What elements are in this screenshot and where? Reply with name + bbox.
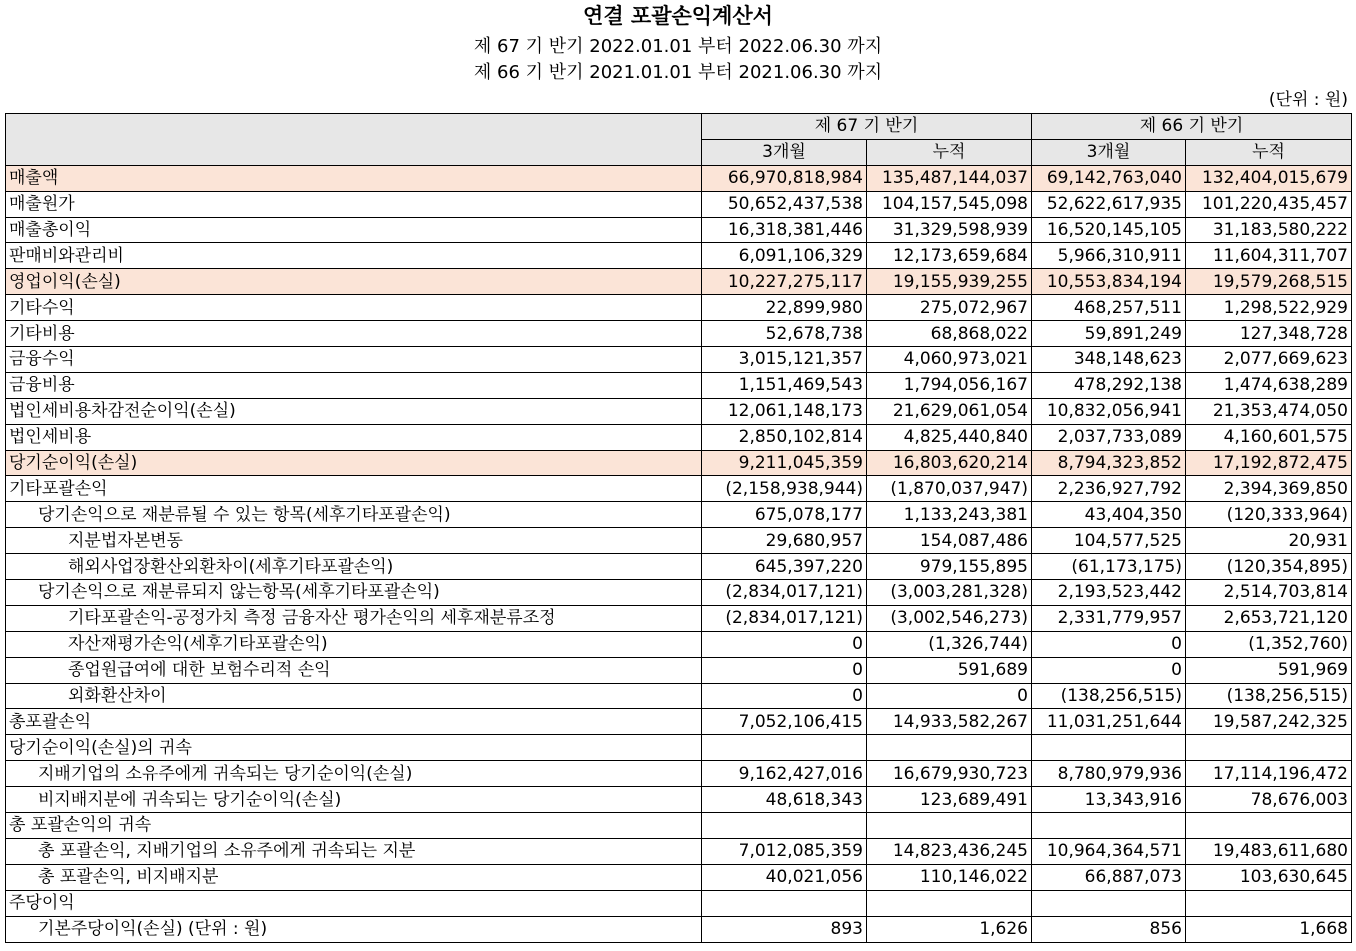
table-row: [6, 424, 1352, 450]
row-value: 16,803,620,214: [867, 450, 1032, 476]
row-value: 4,160,601,575: [1186, 424, 1352, 450]
row-label: 매출액: [6, 165, 702, 191]
table-row: [6, 165, 1352, 191]
row-value: 11,031,251,644: [1032, 709, 1186, 735]
row-value: 591,689: [867, 657, 1032, 683]
period-prior: 제 66 기 반기 2021.01.01 부터 2021.06.30 까지: [473, 62, 883, 83]
row-label: 판매비와관리비: [6, 243, 702, 269]
row-value: 50,652,437,538: [702, 191, 867, 217]
row-value: 13,343,916: [1032, 787, 1186, 813]
table-row: [6, 243, 1352, 269]
row-value: 66,970,818,984: [702, 165, 867, 191]
row-value: 2,037,733,089: [1032, 424, 1186, 450]
row-value: [1186, 735, 1352, 761]
row-value: 7,012,085,359: [702, 838, 867, 864]
row-value: 0: [867, 683, 1032, 709]
row-value: 468,257,511: [1032, 295, 1186, 321]
row-value: 0: [1032, 657, 1186, 683]
row-value: 8,780,979,936: [1032, 761, 1186, 787]
row-label: 총포괄손익: [6, 709, 702, 735]
table-row: [6, 476, 1352, 502]
row-value: 2,236,927,792: [1032, 476, 1186, 502]
row-label: 기타비용: [6, 321, 702, 347]
table-row: [6, 864, 1352, 890]
table-row: [6, 813, 1352, 839]
row-value: (138,256,515): [1032, 683, 1186, 709]
row-value: 31,183,580,222: [1186, 217, 1352, 243]
row-value: 21,353,474,050: [1186, 398, 1352, 424]
row-value: (138,256,515): [1186, 683, 1352, 709]
row-value: 856: [1032, 916, 1186, 942]
table-row: [6, 761, 1352, 787]
row-value: 31,329,598,939: [867, 217, 1032, 243]
row-value: 16,679,930,723: [867, 761, 1032, 787]
row-label: 총 포괄손익의 귀속: [6, 813, 702, 839]
row-label: 법인세비용: [6, 424, 702, 450]
header-prior-cum: 누적: [1186, 139, 1352, 165]
row-label: 종업원급여에 대한 보험수리적 손익: [6, 657, 702, 683]
row-value: 0: [702, 631, 867, 657]
row-value: 979,155,895: [867, 554, 1032, 580]
row-value: 52,678,738: [702, 321, 867, 347]
row-value: 154,087,486: [867, 528, 1032, 554]
row-label: 자산재평가손익(세후기타포괄손익): [6, 631, 702, 657]
table-row: [6, 787, 1352, 813]
row-label: 지분법자본변동: [6, 528, 702, 554]
row-value: 348,148,623: [1032, 347, 1186, 373]
row-value: 22,899,980: [702, 295, 867, 321]
row-value: (1,870,037,947): [867, 476, 1032, 502]
row-value: 11,604,311,707: [1186, 243, 1352, 269]
row-value: 6,091,106,329: [702, 243, 867, 269]
row-value: (3,003,281,328): [867, 580, 1032, 606]
table-row: [6, 916, 1352, 942]
row-value: [867, 813, 1032, 839]
row-label: 금융비용: [6, 372, 702, 398]
row-value: 104,577,525: [1032, 528, 1186, 554]
row-value: 9,211,045,359: [702, 450, 867, 476]
row-value: (1,326,744): [867, 631, 1032, 657]
row-value: 66,887,073: [1032, 864, 1186, 890]
row-value: 8,794,323,852: [1032, 450, 1186, 476]
row-value: 78,676,003: [1186, 787, 1352, 813]
table-row: [6, 269, 1352, 295]
header-account: [6, 114, 702, 166]
row-label: 기본주당이익(손실) (단위 : 원): [6, 916, 702, 942]
row-value: (61,173,175): [1032, 554, 1186, 580]
row-value: 10,227,275,117: [702, 269, 867, 295]
table-row: [6, 683, 1352, 709]
row-value: 10,964,364,571: [1032, 838, 1186, 864]
row-value: 19,579,268,515: [1186, 269, 1352, 295]
row-value: 21,629,061,054: [867, 398, 1032, 424]
row-value: 103,630,645: [1186, 864, 1352, 890]
table-row: [6, 372, 1352, 398]
row-value: [702, 813, 867, 839]
row-value: (2,834,017,121): [702, 605, 867, 631]
row-value: 16,520,145,105: [1032, 217, 1186, 243]
row-value: 12,061,148,173: [702, 398, 867, 424]
row-label: 당기손익으로 재분류될 수 있는 항목(세후기타포괄손익): [6, 502, 702, 528]
table-row: [6, 709, 1352, 735]
table-row: [6, 657, 1352, 683]
row-label: 매출총이익: [6, 217, 702, 243]
row-value: 14,933,582,267: [867, 709, 1032, 735]
table-row: [6, 528, 1352, 554]
row-value: [702, 890, 867, 916]
row-value: 0: [1032, 631, 1186, 657]
header-prior-3m: 3개월: [1032, 139, 1186, 165]
row-value: [1032, 735, 1186, 761]
header-group-prior: 제 66 기 반기: [1032, 114, 1352, 140]
row-value: (120,333,964): [1186, 502, 1352, 528]
row-value: (2,158,938,944): [702, 476, 867, 502]
row-value: 478,292,138: [1032, 372, 1186, 398]
row-label: 주당이익: [6, 890, 702, 916]
row-value: 19,155,939,255: [867, 269, 1032, 295]
row-value: 1,151,469,543: [702, 372, 867, 398]
row-label: 영업이익(손실): [6, 269, 702, 295]
row-value: 17,114,196,472: [1186, 761, 1352, 787]
row-value: 2,331,779,957: [1032, 605, 1186, 631]
row-value: [867, 890, 1032, 916]
row-value: 16,318,381,446: [702, 217, 867, 243]
row-value: 19,587,242,325: [1186, 709, 1352, 735]
row-value: [1186, 890, 1352, 916]
row-value: 2,394,369,850: [1186, 476, 1352, 502]
row-value: 4,060,973,021: [867, 347, 1032, 373]
row-value: [867, 735, 1032, 761]
row-value: 104,157,545,098: [867, 191, 1032, 217]
row-value: 127,348,728: [1186, 321, 1352, 347]
row-label: 당기손익으로 재분류되지 않는항목(세후기타포괄손익): [6, 580, 702, 606]
row-value: 591,969: [1186, 657, 1352, 683]
row-value: 10,553,834,194: [1032, 269, 1186, 295]
row-value: [1032, 890, 1186, 916]
row-value: [702, 735, 867, 761]
row-value: 1,298,522,929: [1186, 295, 1352, 321]
table-row: [6, 605, 1352, 631]
row-value: 101,220,435,457: [1186, 191, 1352, 217]
table-row: [6, 502, 1352, 528]
row-value: 59,891,249: [1032, 321, 1186, 347]
income-statement-table: [5, 113, 1352, 943]
row-value: 5,966,310,911: [1032, 243, 1186, 269]
row-value: 675,078,177: [702, 502, 867, 528]
row-label: 지배기업의 소유주에게 귀속되는 당기순이익(손실): [6, 761, 702, 787]
table-body: [6, 165, 1352, 942]
row-value: [1186, 813, 1352, 839]
row-value: (1,352,760): [1186, 631, 1352, 657]
table-row: [6, 191, 1352, 217]
row-value: 1,133,243,381: [867, 502, 1032, 528]
row-value: 20,931: [1186, 528, 1352, 554]
table-row: [6, 735, 1352, 761]
row-value: 1,668: [1186, 916, 1352, 942]
row-label: 법인세비용차감전순이익(손실): [6, 398, 702, 424]
row-value: 68,868,022: [867, 321, 1032, 347]
row-label: 기타포괄손익: [6, 476, 702, 502]
row-value: 132,404,015,679: [1186, 165, 1352, 191]
row-value: 12,173,659,684: [867, 243, 1032, 269]
row-value: 2,193,523,442: [1032, 580, 1186, 606]
row-value: 17,192,872,475: [1186, 450, 1352, 476]
row-value: (2,834,017,121): [702, 580, 867, 606]
table-row: [6, 321, 1352, 347]
unit-label: (단위 : 원): [1268, 90, 1348, 110]
table-row: [6, 398, 1352, 424]
statement-title: 연결 포괄손익계산서: [583, 4, 773, 28]
row-value: 4,825,440,840: [867, 424, 1032, 450]
period-current: 제 67 기 반기 2022.01.01 부터 2022.06.30 까지: [473, 36, 883, 57]
table-row: [6, 217, 1352, 243]
row-value: 1,626: [867, 916, 1032, 942]
table-row: [6, 838, 1352, 864]
row-value: 10,832,056,941: [1032, 398, 1186, 424]
row-value: 3,015,121,357: [702, 347, 867, 373]
header-row-groups: [6, 114, 1352, 140]
row-value: 2,850,102,814: [702, 424, 867, 450]
row-value: 19,483,611,680: [1186, 838, 1352, 864]
table-row: [6, 580, 1352, 606]
table-row: [6, 347, 1352, 373]
table-row: [6, 631, 1352, 657]
table-row: [6, 890, 1352, 916]
row-value: 43,404,350: [1032, 502, 1186, 528]
row-value: 110,146,022: [867, 864, 1032, 890]
header-group-current: 제 67 기 반기: [702, 114, 1032, 140]
row-label: 총 포괄손익, 지배기업의 소유주에게 귀속되는 지분: [6, 838, 702, 864]
row-value: 9,162,427,016: [702, 761, 867, 787]
row-value: 135,487,144,037: [867, 165, 1032, 191]
table-row: [6, 554, 1352, 580]
row-value: 645,397,220: [702, 554, 867, 580]
row-value: 2,653,721,120: [1186, 605, 1352, 631]
row-value: 29,680,957: [702, 528, 867, 554]
row-label: 기타수익: [6, 295, 702, 321]
table-row: [6, 450, 1352, 476]
row-value: 2,514,703,814: [1186, 580, 1352, 606]
row-value: 893: [702, 916, 867, 942]
row-label: 매출원가: [6, 191, 702, 217]
row-label: 당기순이익(손실)의 귀속: [6, 735, 702, 761]
header-current-3m: 3개월: [702, 139, 867, 165]
row-value: 14,823,436,245: [867, 838, 1032, 864]
row-label: 기타포괄손익-공정가치 측정 금융자산 평가손익의 세후재분류조정: [6, 605, 702, 631]
row-value: 0: [702, 683, 867, 709]
row-value: 48,618,343: [702, 787, 867, 813]
row-value: 7,052,106,415: [702, 709, 867, 735]
row-value: 40,021,056: [702, 864, 867, 890]
row-value: 1,474,638,289: [1186, 372, 1352, 398]
row-value: (3,002,546,273): [867, 605, 1032, 631]
row-value: 52,622,617,935: [1032, 191, 1186, 217]
row-label: 당기순이익(손실): [6, 450, 702, 476]
row-value: (120,354,895): [1186, 554, 1352, 580]
row-value: 69,142,763,040: [1032, 165, 1186, 191]
row-value: [1032, 813, 1186, 839]
row-label: 비지배지분에 귀속되는 당기순이익(손실): [6, 787, 702, 813]
row-label: 해외사업장환산외환차이(세후기타포괄손익): [6, 554, 702, 580]
row-value: 0: [702, 657, 867, 683]
row-value: 1,794,056,167: [867, 372, 1032, 398]
row-value: 2,077,669,623: [1186, 347, 1352, 373]
row-label: 외화환산차이: [6, 683, 702, 709]
row-label: 총 포괄손익, 비지배지분: [6, 864, 702, 890]
table-row: [6, 295, 1352, 321]
row-value: 123,689,491: [867, 787, 1032, 813]
row-label: 금융수익: [6, 347, 702, 373]
row-value: 275,072,967: [867, 295, 1032, 321]
header-current-cum: 누적: [867, 139, 1032, 165]
